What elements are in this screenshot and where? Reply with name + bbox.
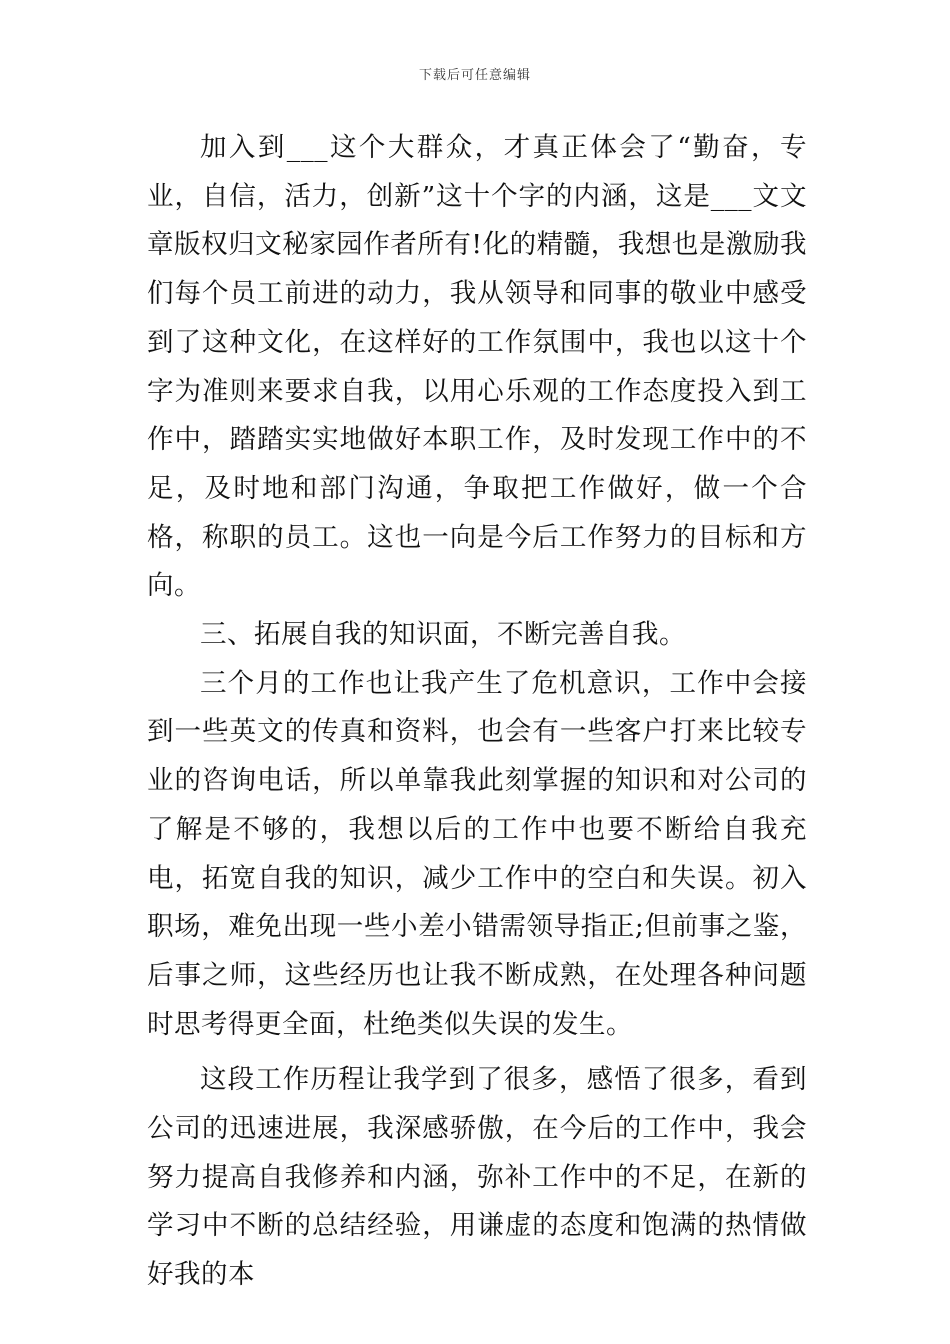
paragraph-company-culture: 加入到___这个大群众，才真正体会了“勤奋，专业，自信，活力，创新”这十个字的内涵，这是___文文章版权归文秘家园作者所有!化的精髓，我想也是激励我们每个员工前进的动力，我从领导和同事的敬业中感受到了这种文化，在这样好的工作氛围中，我也以这十个字为准则来要求自我，以用心乐观的工作态度投入到工作中，踏踏实实地做好本职工作，及时发现工作中的不足，及时地和部门沟通，争取把工作做好，做一个合格，称职的员工。这也一向是今后工作努力的目标和方向。 xyxy=(147,132,807,602)
page-header: 下载后可任意编辑 xyxy=(418,68,531,83)
paragraph-summary: 这段工作历程让我学到了很多，感悟了很多，看到公司的迅速进展，我深感骄傲，在今后的工作中，我会努力提高自我修养和内涵，弥补工作中的不足，在新的学习中不断的总结经验，用谦虚的态度和饱满的热情做好我的本 xyxy=(147,1064,807,1291)
document-body xyxy=(147,124,807,1300)
section-heading-expand-knowledge: 三、拓展自我的知识面，不断完善自我。 xyxy=(200,619,686,651)
paragraph-crisis-awareness: 三个月的工作也让我产生了危机意识，工作中会接到一些英文的传真和资料，也会有一些客户打来比较专业的咨询电话，所以单靠我此刻掌握的知识和对公司的了解是不够的，我想以后的工作中也要不断给自我充电，拓宽自我的知识，减少工作中的空白和失误。初入职场，难免出现一些小差小错需领导指正;但前事之鉴，后事之师，这些经历也让我不断成熟，在处理各种问题时思考得更全面，杜绝类似失误的发生。 xyxy=(147,667,807,1040)
